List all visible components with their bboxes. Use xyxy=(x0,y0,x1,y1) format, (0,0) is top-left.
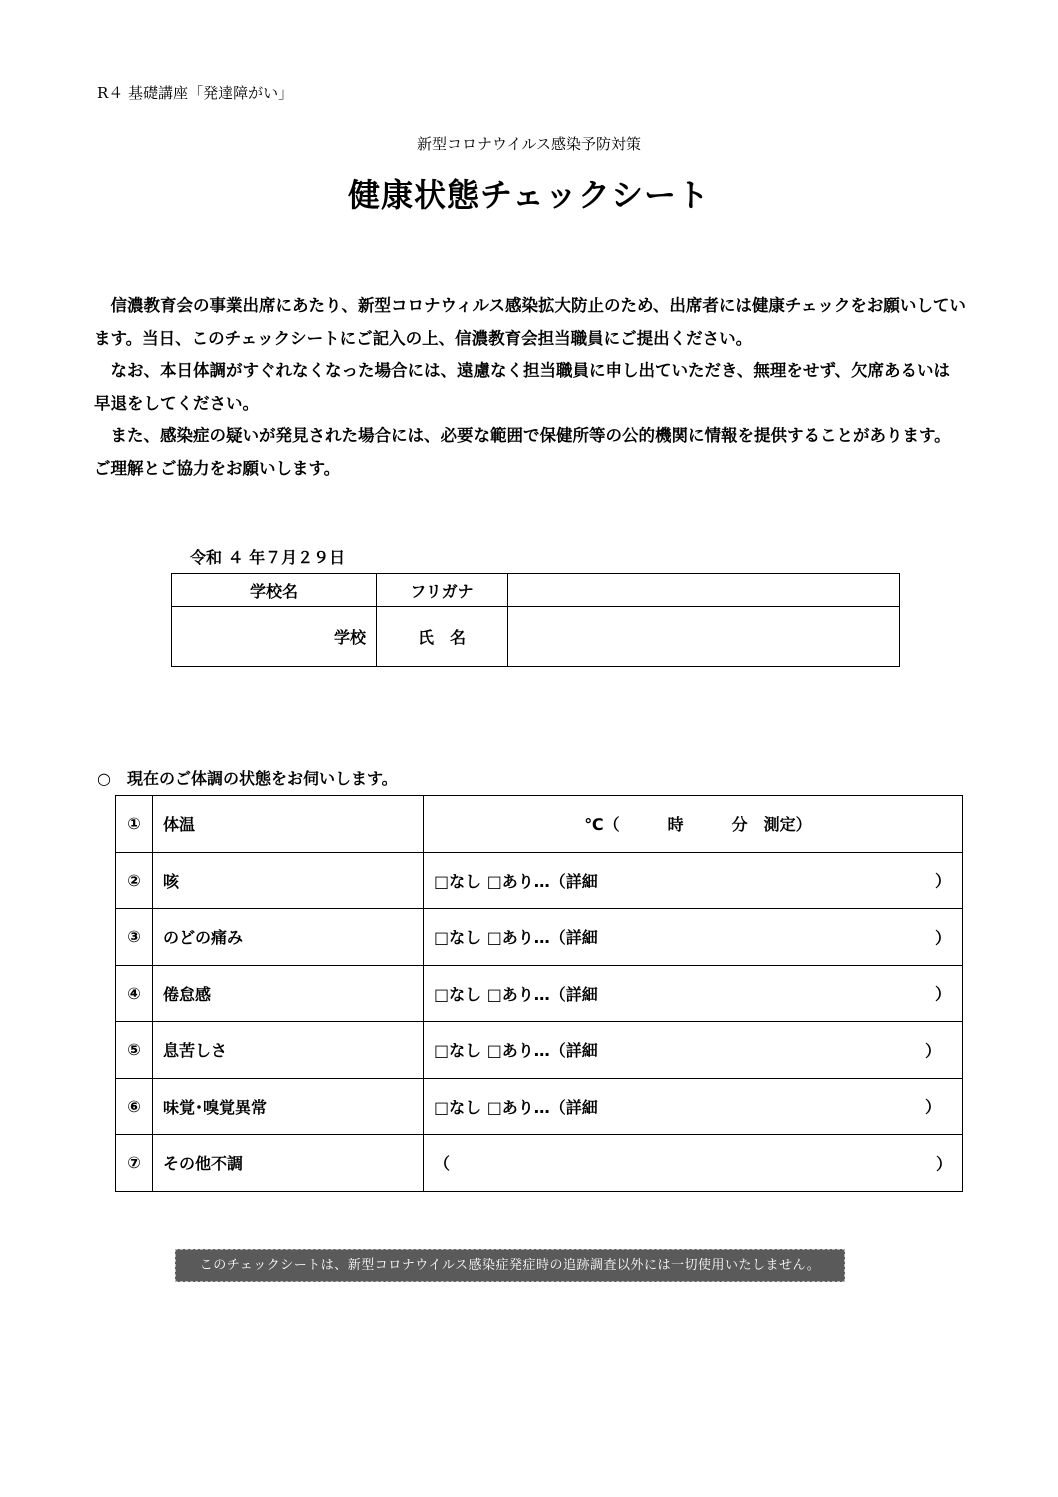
intro-paragraph-3: また、感染症の疑いが発見された場合には、必要な範囲で保健所等の公的機関に情報を提供することがあります。ご理解とご協力をお願いします。 xyxy=(94,426,951,478)
table-row xyxy=(116,909,963,966)
close-paren: ） xyxy=(936,1154,953,1174)
item-label: のどの痛み xyxy=(153,909,424,966)
item-label: その他不調 xyxy=(153,1135,424,1192)
privacy-notice: このチェックシートは、新型コロナウイルス感染症発症時の追跡調査以外には一切使用いたしません。 xyxy=(175,1249,845,1282)
intro-paragraph-1: 信濃教育会の事業出席にあたり、新型コロナウィルス感染拡大防止のため、出席者には健康チェックをお願いしています。当日、このチェックシートにご記入の上、信濃教育会担当職員にご提出ください。 xyxy=(94,296,966,348)
item-label: 倦怠感 xyxy=(153,965,424,1022)
school-suffix[interactable]: 学校 xyxy=(172,607,377,667)
answer-cell[interactable] xyxy=(424,1078,963,1135)
table-row xyxy=(116,1135,963,1192)
item-label: 味覚･嗅覚異常 xyxy=(153,1078,424,1135)
table-row xyxy=(116,796,963,853)
answer-cell[interactable] xyxy=(424,1135,963,1192)
answer-cell[interactable] xyxy=(424,965,963,1022)
course-label: R４ 基礎講座「発達障がい」 xyxy=(97,84,294,102)
answer-options[interactable]: □なし □あり…（詳細 xyxy=(434,984,598,1004)
subtitle: 新型コロナウイルス感染予防対策 xyxy=(416,135,642,153)
item-label: 息苦しさ xyxy=(153,1022,424,1079)
section-heading: ○ 現在のご体調の状態をお伺いします。 xyxy=(97,769,398,788)
close-paren: ） xyxy=(935,984,952,1004)
answer-options[interactable]: □なし □あり…（詳細 xyxy=(434,871,598,891)
table-row xyxy=(116,1078,963,1135)
answer-cell[interactable] xyxy=(424,852,963,909)
row-number: ① xyxy=(116,796,153,853)
table-row xyxy=(116,852,963,909)
school-name-label: 学校名 xyxy=(172,574,377,607)
close-paren: ） xyxy=(925,1097,942,1117)
item-label: 体温 xyxy=(153,796,424,853)
row-number: ④ xyxy=(116,965,153,1022)
close-paren: ） xyxy=(935,928,952,948)
row-number: ⑤ xyxy=(116,1022,153,1079)
page-title: 健康状態チェックシート xyxy=(347,176,711,214)
row-number: ② xyxy=(116,852,153,909)
answer-cell[interactable] xyxy=(424,1022,963,1079)
answer-options[interactable]: □なし □あり…（詳細 xyxy=(434,1041,598,1061)
row-number: ③ xyxy=(116,909,153,966)
answer-cell[interactable] xyxy=(424,909,963,966)
open-paren[interactable]: （ xyxy=(434,1154,451,1174)
name-label: 氏 名 xyxy=(377,607,508,667)
intro-paragraph-2: なお、本日体調がすぐれなくなった場合には、遠慮なく担当職員に申し出ていただき、無理をせず、欠席あるいは早退をしてください。 xyxy=(94,361,951,413)
table-row xyxy=(116,1022,963,1079)
school-info-table xyxy=(171,573,900,667)
row-number: ⑦ xyxy=(116,1135,153,1192)
date: 令和 ４ 年７月２９日 xyxy=(190,548,346,567)
close-paren: ） xyxy=(935,871,952,891)
answer-options[interactable]: □なし □あり…（詳細 xyxy=(434,928,598,948)
row-number: ⑥ xyxy=(116,1078,153,1135)
temperature-field[interactable]: ℃（ 時 分 測定） xyxy=(424,796,963,853)
furigana-field[interactable] xyxy=(508,574,900,607)
furigana-label: フリガナ xyxy=(377,574,508,607)
intro-text xyxy=(94,290,966,485)
answer-options[interactable]: □なし □あり…（詳細 xyxy=(434,1097,598,1117)
close-paren: ） xyxy=(925,1041,942,1061)
item-label: 咳 xyxy=(153,852,424,909)
table-row xyxy=(116,965,963,1022)
health-check-table xyxy=(115,795,963,1192)
name-field[interactable] xyxy=(508,607,900,667)
